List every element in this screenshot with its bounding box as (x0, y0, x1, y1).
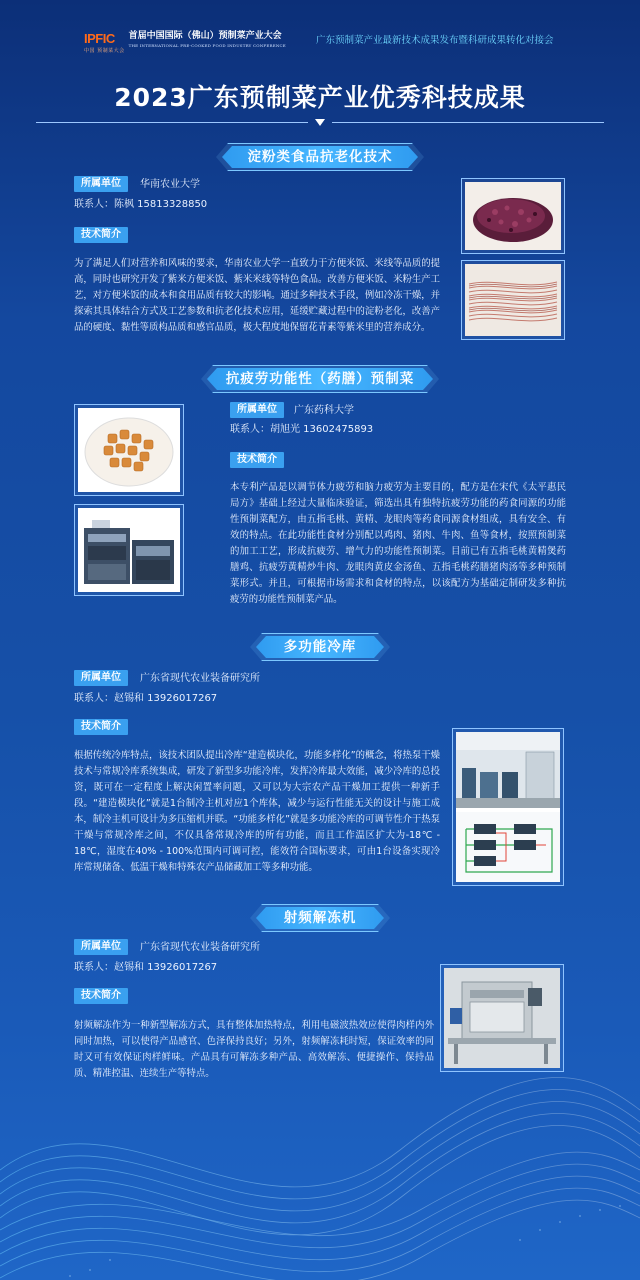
title-arrow-icon (315, 119, 325, 126)
purple-rice-photo (461, 178, 565, 254)
unit-name-3: 广东省现代农业装备研究所 (140, 673, 260, 684)
unit-label-4: 所属单位 (74, 939, 128, 955)
description-2: 本专利产品是以调节体力疲劳和脑力疲劳为主要目的，配方是在宋代《太平惠民局方》基础上经过大量临床验证，筛选出具有独特抗疲劳功能的药食同源的功能性预制菜配方，由五指毛桃、黄精、龙眼肉等药食同源食材组成，具有安全、有效的特点。在此功能性食材分别配以鸡肉、猪肉、牛肉、鱼等食材，按照预制菜的加工工艺，形成抗疲劳、增气力的功能性预制菜。目前已有五指毛桃黄精煲药膳鸡、抗疲劳黄精炒牛肉、龙眼肉黄皮金汤鱼、五指毛桃药膳猪肉汤等多种预制菜形式。并且，可根据市场需求和食材的特点，以该配方为基础定制研发多种抗疲劳的功能性预制菜产品。 (230, 482, 566, 605)
dried-fruit-image (78, 408, 180, 492)
logo-text (129, 31, 286, 51)
intro-label-1: 技术简介 (74, 227, 128, 243)
rf-thawing-machine-image (444, 968, 560, 1068)
rf-thawing-machine-photo (440, 964, 564, 1072)
page-title: 2023广东预制菜产业优秀科技成果 (114, 83, 526, 112)
cold-storage-image (456, 732, 560, 882)
intro-label-3: 技术简介 (74, 719, 128, 735)
unit-name-1: 华南农业大学 (140, 179, 200, 190)
section-title-1: 淀粉类食品抗老化技术 (222, 146, 418, 168)
logo-en: THE INTERNATIONAL PRE-COOKED FOOD INDUSTRY CONFERENCE (128, 43, 286, 48)
contact-1: 联系人：陈枫 15813328850 (74, 199, 208, 210)
event-subtitle: 广东预制菜产业最新技术成果发布暨科研成果转化对接会 (316, 35, 554, 46)
contact-3: 联系人：赵锡和 13926017267 (74, 693, 218, 704)
rice-noodle-photo (461, 260, 565, 340)
unit-name-4: 广东省现代农业装备研究所 (140, 942, 260, 953)
purple-rice-image (465, 182, 561, 250)
unit-name-2: 广东药科大学 (294, 405, 354, 416)
unit-label-2: 所属单位 (230, 402, 284, 418)
section-title-2: 抗疲劳功能性（药膳）预制菜 (207, 368, 433, 390)
rice-noodle-image (465, 264, 561, 336)
description-3: 根据传统冷库特点，该技术团队提出冷库“建造模块化，功能多样化”的概念，将热泵干燥技术与常规冷库系统集成，研发了新型多功能冷库，发挥冷库最大效能，减少冷库的总投资，既可在一定程度上解决闲置率问题，又可以为大宗农产品干燥加工提供一种新手段。“建造模块化”就是1台制冷主机对应1个库体，减少与运行性能无关的设计与施工成本，制冷主机可设计为多压缩机并联。“功能多样化”就是多功能冷库的可调节性介于热泵干燥与常规冷库之间，不仅具备常规冷库的所有功能，而且工作温区扩大为-18℃ - 18℃，湿度在40% - 100%范围内可调可控，能效符合国标要求，可由1台设备实现冷库常规储备、低温干燥和特殊农产品储藏加工等多种功能。 (74, 750, 440, 873)
title-divider-left (36, 122, 308, 123)
contact-4: 联系人：赵锡和 13926017267 (74, 962, 218, 973)
lab-instrument-image (78, 508, 180, 592)
description-1: 为了满足人们对营养和风味的要求，华南农业大学一直致力于方便米饭、米线等品质的提高，同时也研究开发了紫米方便米饭、紫米米线等特色食品。改善方便米饭、米粉生产工艺，对方便米饭的成本和食用品质有较大的影响。通过多种技术手段，例如冷冻干燥，并探索其具体结合方式及工艺参数和抗老化技术应用，延缓贮藏过程中的淀粉老化，改善产品的硬度、黏性等质构品质和感官品质，极大程度地保留花青素等紫米里的营养成分。 (74, 258, 440, 333)
logo-sub: 中国 预制菜大会 (84, 48, 125, 54)
logo-mark: IPFIC (84, 31, 115, 46)
description-4: 射频解冻作为一种新型解冻方式，具有整体加热特点，利用电磁波热效应使得肉样内外同时加热，可以使得产品感官、色泽保持良好；另外，射频解冻耗时短，保证效率的同时又可有效保证肉样鲜味。产品具有可解冻多种产品、高效解冻、便捷操作、保持品质、精准控温、连续生产等特点。 (74, 1020, 434, 1079)
conference-logo (84, 28, 286, 54)
intro-label-4: 技术简介 (74, 988, 128, 1004)
section-title-3: 多功能冷库 (256, 636, 384, 658)
logo-cn: 首届中国国际（佛山）预制菜产业大会 (128, 31, 282, 41)
unit-label-1: 所属单位 (74, 176, 128, 192)
dried-fruit-photo (74, 404, 184, 496)
cold-storage-photo (452, 728, 564, 886)
lab-instrument-photo (74, 504, 184, 596)
intro-label-2: 技术简介 (230, 452, 284, 468)
contact-2: 联系人：胡旭光 13602475893 (230, 424, 374, 435)
unit-label-3: 所属单位 (74, 670, 128, 686)
section-title-4: 射频解冻机 (256, 907, 384, 929)
title-divider-right (332, 122, 604, 123)
